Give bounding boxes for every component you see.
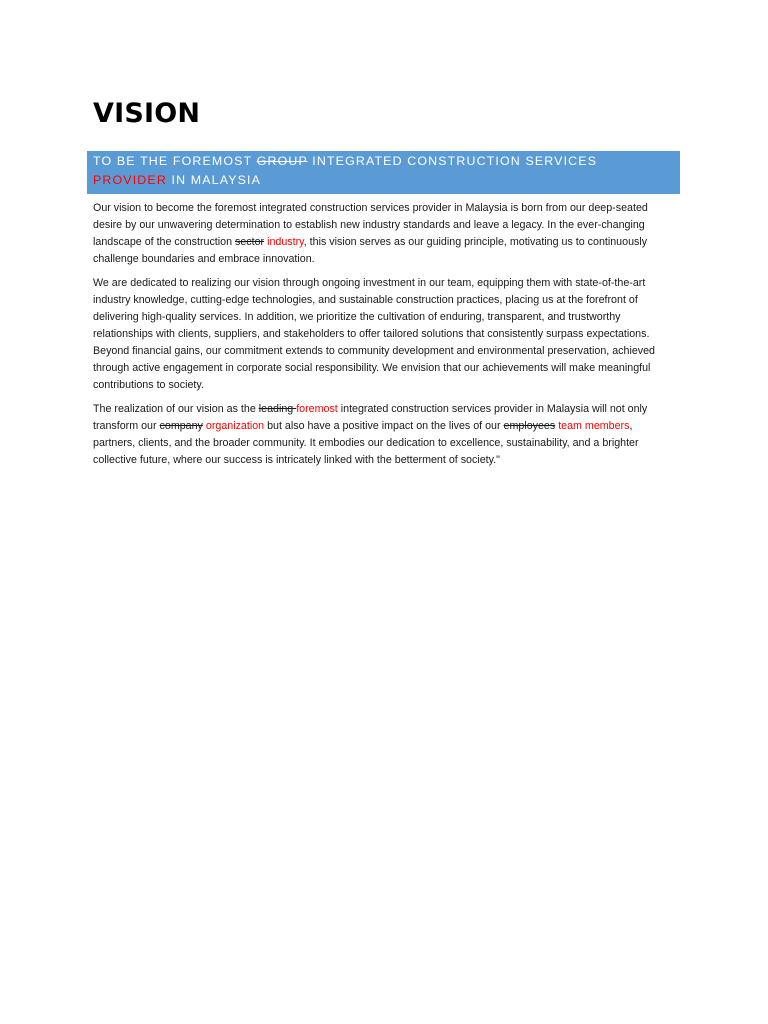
vision-statement-banner: [87, 151, 680, 194]
banner-deleted-text: GROUP: [256, 154, 308, 168]
p3-inserted-text-2: organization: [202, 420, 265, 432]
p1-inserted-text: industry: [264, 236, 304, 248]
p3-inserted-text-1: foremost: [296, 403, 341, 415]
paragraph-1: [93, 200, 673, 268]
banner-inserted-text: PROVIDER: [93, 173, 167, 187]
p3-text-3: but also have a positive impact on the lives of our: [264, 420, 504, 432]
p3-text-1: The realization of our vision as the: [93, 403, 259, 415]
p3-inserted-text-3: team members: [555, 420, 630, 432]
banner-text-1: TO BE THE FOREMOST: [93, 154, 257, 168]
p3-deleted-text-2: company: [159, 420, 203, 432]
document-body: [93, 200, 673, 476]
p3-deleted-text-3: employees: [503, 420, 556, 432]
p3-deleted-text-1: leading: [258, 403, 297, 415]
p2-text: We are dedicated to realizing our vision through ongoing investment in our team, equipping them with state-of-the-art industry knowledge, cutting-edge technologies, and sustainable construction practices, placing us at the forefront of delivering high-quality services. In addition, we prioritize the cultivation of enduring, transparent, and trustworthy relationships with clients, suppliers, and stakeholders to offer tailored solutions that consistently surpass expectations. Beyond financial gains, our commitment extends to community development and environmental preservation, achieved through active engagement in corporate social responsibility. We envision that our achievements will make meaningful contributions to society.: [93, 277, 655, 391]
paragraph-3: [93, 401, 673, 469]
banner-text-3: IN MALAYSIA: [166, 173, 262, 187]
banner-text-2: INTEGRATED CONSTRUCTION SERVICES: [307, 154, 598, 168]
p1-text-1: Our vision to become the foremost integrated construction services provider in Malaysia is born from our deep-seated desire by our unwavering determination to establish new industry standards and leave a legacy. In the ever-changing landscape of the construction: [93, 202, 648, 248]
p1-deleted-text: sector: [235, 236, 265, 248]
p3-text-2: integrated construction services provider in Malaysia will not only transform our: [93, 403, 648, 432]
page-heading: VISION: [93, 98, 201, 129]
p1-text-2: , this vision serves as our guiding principle, motivating us to continuously challenge boundaries and embrace innovation.: [93, 236, 648, 265]
p3-text-4: , partners, clients, and the broader community. It embodies our dedication to excellence, sustainability, and a brighter collective future, where our success is intricately linked with the betterment of society.": [93, 420, 639, 466]
paragraph-2: [93, 275, 673, 394]
